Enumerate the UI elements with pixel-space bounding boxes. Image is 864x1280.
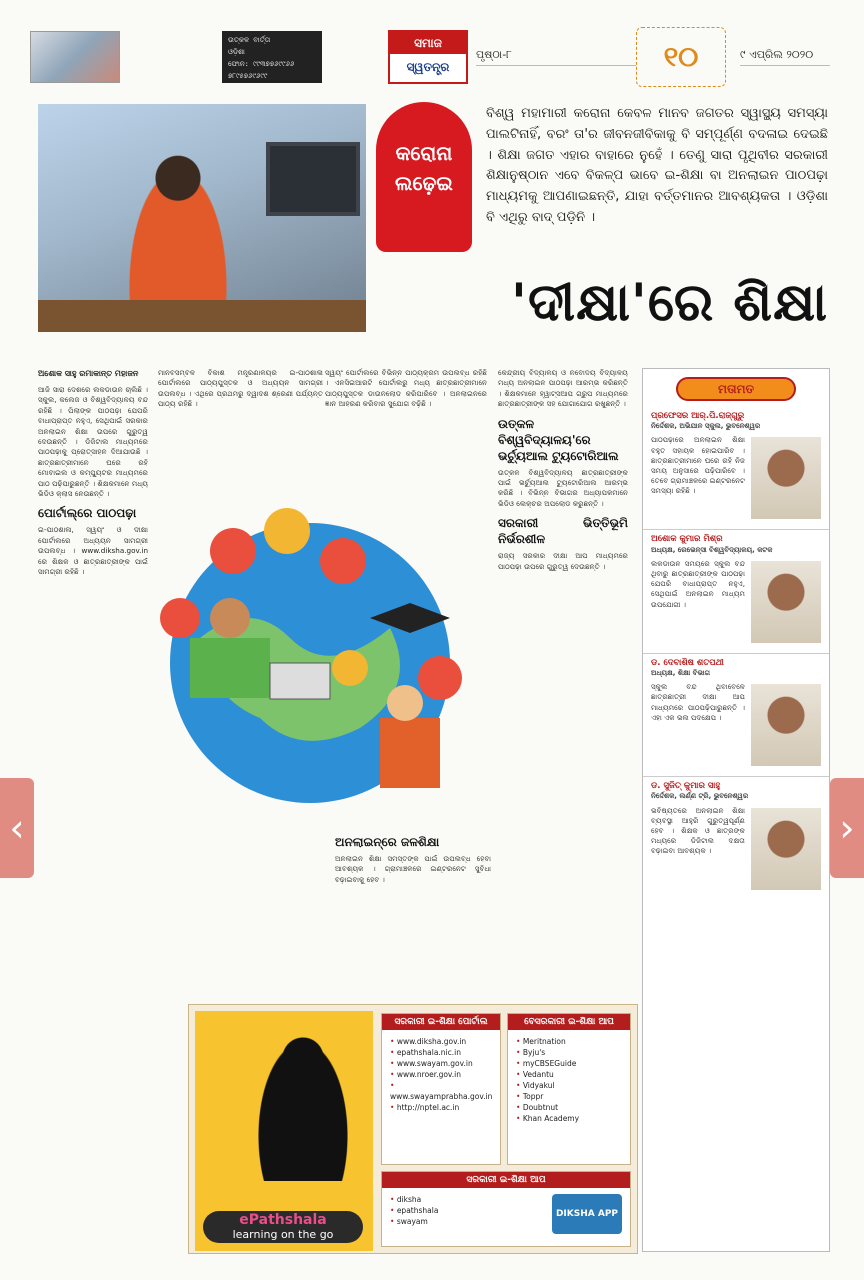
epathshala-tagline: learning on the go — [232, 1228, 334, 1241]
lock-icon — [418, 656, 462, 700]
article-column-3b — [335, 828, 491, 988]
teacher-head — [210, 598, 250, 638]
opinion-item — [643, 530, 829, 653]
author-portrait — [751, 684, 821, 766]
opinion-text: ସ୍କୁଲ ବନ୍ଦ ଥିବାବେଳେ ଛାତ୍ରଛାତ୍ରୀ ଦୀକ୍ଷା ଆପ ମାଧ୍ୟମରେ ପାଠପଢ଼ିପାରୁଛନ୍ତି । ଏହା ଏକ ଭଲ ପଦକ୍ଷେପ । — [651, 682, 745, 722]
prev-page-arrow-icon[interactable]: ‹ — [0, 778, 34, 878]
page-number: ପୃଷ୍ଠା-୮ — [476, 48, 636, 66]
opinion-item — [643, 407, 829, 530]
epathshala-wordmark: ePathshala — [239, 1212, 327, 1228]
student-figure — [380, 718, 440, 788]
govt-portals-box — [381, 1013, 501, 1165]
portal-link[interactable]: • www.nroer.gov.in — [390, 1069, 492, 1080]
corona-thumbnail-image — [30, 31, 120, 83]
issue-date: ୯ ଏପ୍ରିଲ ୨୦୨୦ — [740, 48, 830, 66]
opinion-role: ନିର୍ଦ୍ଦେଶକ, ଲର୍ଣ୍ଣ ଟ୍ରି, ଭୁବନେଶ୍ୱର — [651, 792, 749, 801]
opinion-author: ଡ. ସୁଜିତ୍ କୁମାର ସାହୁ — [651, 781, 721, 792]
govt-apps-list — [382, 1188, 492, 1233]
file-icon — [160, 598, 200, 638]
private-app-item: • Toppr — [516, 1091, 622, 1102]
desk-shape — [38, 300, 366, 332]
epathshala-poster — [195, 1011, 373, 1251]
portal-link[interactable]: • epathshala.nic.in — [390, 1047, 492, 1058]
lightbulb-icon — [332, 650, 368, 686]
govt-app-item: • swayam — [390, 1216, 484, 1227]
epathshala-brand — [203, 1211, 363, 1243]
govt-portals-title: ସରକାରୀ ଇ-ଶିକ୍ଷା ପୋର୍ଟାଲ — [382, 1014, 500, 1030]
article-paragraph: ମାନବସମ୍ବଳ ବିକାଶ ମନ୍ତ୍ରଣାଳୟର ଇ-ପାଠଶାଳା ପୋର୍ଟାଲରେ ପାଠ୍ୟପୁସ୍ତକ ଓ ଅଧ୍ୟୟନ ସାମଗ୍ରୀ ଉପଲବ୍ଧ । ଏଥିରେ ପ୍ରଥମରୁ ଦ୍ୱାଦଶ ଶ୍ରେଣୀ ପର୍ଯ୍ୟନ୍ତ ପାଠ୍ୟ ରହିଛି । — [158, 368, 323, 409]
opinion-text: ପାଠପଢ଼ାରେ ଅନଲାଇନ ଶିକ୍ଷା ବହୁତ ସହାୟକ ହୋଇପାରିବ । ଛାତ୍ରଛାତ୍ରୀମାନେ ଘରେ ରହି ନିଜ ସମୟ ଅନୁସାରେ ପଢ଼ିପାରିବେ । ତେବେ ଗ୍ରାମାଞ୍ଚଳରେ ଇଣ୍ଟରନେଟ ସମସ୍ୟା ରହିଛି । — [651, 435, 745, 496]
private-app-item: • Meritnation — [516, 1036, 622, 1047]
article-paragraph: ଇ-ପାଠଶାଳା, ସ୍ୱୟଂ ଓ ଦୀକ୍ଷା ପୋର୍ଟାଲରେ ଅଧ୍ୟୟନ ସାମଗ୍ରୀ ଉପଲବ୍ଧ । www.diksha.gov.in ରେ ଶିକ୍ଷକ ଓ ଛାତ୍ରଛାତ୍ରୀଙ୍କ ପାଇଁ ସାମଗ୍ରୀ ରହିଛି । — [38, 525, 148, 577]
eshiksha-promo-box — [188, 1004, 638, 1254]
byline: ଅଶୋକ ସାହୁ ରମାକାନ୍ତ ମହାଜନ — [38, 369, 139, 378]
student-computer-photo — [38, 104, 366, 332]
sidebar-title: ମତାମତ — [676, 377, 796, 401]
masthead-logo — [388, 30, 468, 84]
opinion-author: ପ୍ରଫେସର ଆର୍.ପି.ରାଜ୍‌ଗୁରୁ — [651, 411, 745, 421]
article-paragraph: ଅନଲାଇନ ଶିକ୍ଷା ସମସ୍ତଙ୍କ ପାଇଁ ଉପଲବ୍ଧ ହେବା ଆବଶ୍ୟକ । ଗ୍ରାମାଞ୍ଚଳରେ ଇଣ୍ଟରନେଟ ସୁବିଧା ବଢ଼ାଇବାକୁ ହେବ । — [335, 854, 491, 884]
laptop-shape — [270, 663, 330, 699]
subheading-govt-infra: ସରକାରୀ ଭିତ୍ତିଭୂମି ନିର୍ଭରଶୀଳ — [498, 516, 628, 547]
opinion-text: ଭବିଷ୍ୟତରେ ଅନଲାଇନ ଶିକ୍ଷା ବ୍ୟବସ୍ଥା ଆହୁରି ଗୁରୁତ୍ୱପୂର୍ଣ୍ଣ ହେବ । ଶିକ୍ଷକ ଓ ଛାତ୍ରଙ୍କ ମଧ୍ୟରେ ଡିଜିଟାଲ ଦକ୍ଷତା ବଢ଼ାଇବା ଆବଶ୍ୟକ । — [651, 805, 745, 856]
private-apps-list — [508, 1030, 630, 1130]
opinion-role: ନିର୍ଦ୍ଦେଶକ, ଅଭିଯାନ ସ୍କୁଲ, ଭୁବନେଶ୍ୱର — [651, 422, 761, 431]
subheading-virtual-tutorial: ଉତ୍କଳ ବିଶ୍ୱବିଦ୍ୟାଳୟ'ରେ ଭର୍ଚ୍ୟୁଆଲ ଟ୍ୟୁଟୋରିଆଲ — [498, 416, 619, 463]
govt-apps-title: ସରକାରୀ ଇ-ଶିକ୍ଷା ଆପ — [382, 1172, 630, 1188]
online-learning-illustration — [140, 488, 480, 818]
private-app-item: • Vedantu — [516, 1069, 622, 1080]
article-column-2 — [158, 368, 323, 508]
article-column-1 — [38, 368, 148, 1188]
article-paragraph: କେନ୍ଦ୍ରୀୟ ବିଦ୍ୟାଳୟ ଓ ନବୋଦୟ ବିଦ୍ୟାଳୟ ମଧ୍ୟ ଅନଲାଇନ ପାଠପଢ଼ା ଆରମ୍ଭ କରିଛନ୍ତି । ଶିକ୍ଷକମାନେ ହ୍ୱାଟ୍ସଆପ ଗ୍ରୁପ ମାଧ୍ୟମରେ ଛାତ୍ରଛାତ୍ରୀଙ୍କ ସହ ଯୋଗାଯୋଗ ରଖୁଛନ୍ତି । — [498, 368, 628, 409]
monitor-shape — [266, 142, 360, 216]
subheading-portal: ପୋର୍ଟାଲ୍‌ରେ ପାଠପଢ଼ା — [38, 506, 137, 521]
doc-icon — [264, 508, 310, 554]
opinion-author: ଅଶୋକ କୁମାର ମିଶ୍ର — [651, 534, 723, 545]
govt-app-item: • diksha — [390, 1194, 484, 1205]
opinion-sidebar — [642, 368, 830, 1252]
teacher-figure — [190, 638, 270, 698]
private-app-item: • Doubtnut — [516, 1102, 622, 1113]
author-portrait — [751, 437, 821, 519]
private-app-item: • Byju's — [516, 1047, 622, 1058]
article-paragraph: ସ୍ୱୟଂ ପୋର୍ଟାଲରେ ବିଭିନ୍ନ ପାଠ୍ୟକ୍ରମ ଉପଲବ୍ଧ ରହିଛି । ଏନସିଇଆରଟି ପୋର୍ଟାଲରୁ ମଧ୍ୟ ଛାତ୍ରଛାତ୍ରୀମାନେ ପାଠ୍ୟପୁସ୍ତକ ଡାଉନଲୋଡ କରିପାରିବେ । ଅନଲାଇନରେ ଜ୍ଞାନ ଆହରଣ କରିବାର ସୁଯୋଗ ବଢ଼ିଛି । — [325, 368, 487, 409]
author-portrait — [751, 808, 821, 890]
opinion-role: ଅଧ୍ୟକ୍ଷ, ରେଭେନ୍ସା ବିଶ୍ୱବିଦ୍ୟାଳୟ, କଟକ — [651, 545, 773, 554]
portal-link[interactable]: • http://nptel.ac.in — [390, 1102, 492, 1113]
portal-link[interactable]: • www.swayam.gov.in — [390, 1058, 492, 1069]
portal-link[interactable]: • www.diksha.gov.in — [390, 1036, 492, 1047]
opinion-item — [643, 777, 829, 899]
lead-intro: ବିଶ୍ୱ ମହାମାରୀ କରୋନା କେବଳ ମାନବ ଜଗତର ସ୍ୱାସ୍ଥ୍ୟ ସମସ୍ୟା ପାଲଟିନାହିଁ, ବରଂ ତା'ର ଜୀବନଜୀବିକାକୁ ବି ସମ୍ପୂର୍ଣ୍ଣ ବଦଳାଇ ଦେଇଛି । ଶିକ୍ଷା ଜଗତ ଏହାର ବାହାରେ ନୁହେଁ । ତେଣୁ ସାରା ପୃଥିବୀର ସରକାରୀ ଶିକ୍ଷାନୁଷ୍ଠାନ ଏବେ ବିକଳ୍ପ ଭାବେ ଇ-ଶିକ୍ଷା ବା ଅନଲାଇନ ପାଠପଢ଼ା ମାଧ୍ୟମକୁ ଆପଣାଇଛନ୍ତି, ଯାହା ବର୍ତ୍ତମାନର ଆବଶ୍ୟକତା । ଓଡ଼ିଶା ବି ଏଥିରୁ ବାଦ୍ ପଡ଼ିନି । — [486, 106, 828, 225]
masthead-top: ସମାଜ — [390, 32, 466, 54]
building-icon — [210, 528, 256, 574]
opinion-role: ଅଧ୍ୟକ୍ଷ, ଶିକ୍ଷା ବିଭାଗ — [651, 669, 710, 678]
article-paragraph: ରାଜ୍ୟ ସରକାର ଦୀକ୍ଷା ଆପ ମାଧ୍ୟମରେ ପାଠପଢ଼ା ଉପରେ ଗୁରୁତ୍ୱ ଦେଉଛନ୍ତି । — [498, 551, 628, 571]
opinion-author: ଡ. ଦେବାଶିଷ ଶତପଥୀ — [651, 657, 724, 668]
next-page-arrow-icon[interactable]: › — [830, 778, 864, 878]
article-paragraph: ଆଜି ସାରା ଦେଶରେ ଲକଡାଉନ ଚାଲିଛି । ସ୍କୁଲ, କଲେଜ ଓ ବିଶ୍ୱବିଦ୍ୟାଳୟ ବନ୍ଦ ରହିଛି । ପିଲାଙ୍କ ପାଠପଢ଼ା ଯେପରି ବାଧାପ୍ରାପ୍ତ ନହୁଏ, ସେଥିପାଇଁ ସରକାର ଅନଲାଇନ ଶିକ୍ଷା ଉପରେ ଗୁରୁତ୍ୱ ଦେଉଛନ୍ତି । ଡିଜିଟାଲ ମାଧ୍ୟମରେ ପାଠପଢ଼ାକୁ ପ୍ରୋତ୍ସାହନ ଦିଆଯାଉଛି । ଛାତ୍ରଛାତ୍ରୀମାନେ ଘରେ ରହି ମୋବାଇଲ ଓ କମ୍ପ୍ୟୁଟର ମାଧ୍ୟମରେ ପାଠ ପଢ଼ିପାରୁଛନ୍ତି । ଶିକ୍ଷକମାନେ ମଧ୍ୟ ଭିଡିଓ କ୍ଲାସ ନେଉଛନ୍ତି । — [38, 385, 148, 499]
author-portrait — [751, 561, 821, 643]
private-apps-box — [507, 1013, 631, 1165]
article-column-4 — [498, 368, 628, 1038]
opinion-item — [643, 654, 829, 777]
govt-app-item: • epathshala — [390, 1205, 484, 1216]
page-header — [30, 26, 838, 88]
student-head — [387, 685, 423, 721]
institution-icon — [320, 538, 366, 584]
main-headline: 'ଦୀକ୍ଷା'ରେ ଶିକ୍ଷା — [511, 273, 828, 333]
header-ad-block: ଉତ୍କଳ ବାର୍ତ୍ତା ଓଡ଼ିଶା ଫୋନ: ୯୯୩୭୭୬୯୯୬୬ ୭୮୯୫୭୬୯୬୯୯ — [222, 31, 322, 83]
private-app-item: • Khan Academy — [516, 1113, 622, 1124]
private-app-item: • Vidyakul — [516, 1080, 622, 1091]
badge-line-2: ଲଢ଼େଇ — [395, 171, 453, 195]
masthead-bottom: ସ୍ୱତନ୍ତ୍ର — [406, 60, 450, 74]
badge-line-1: କରୋନା — [395, 141, 453, 165]
govt-portals-list — [382, 1030, 500, 1119]
govt-apps-box — [381, 1171, 631, 1247]
subheading-online: ଅନଲାଇନ୍‌ରେ ଜଳଶିକ୍ଷା — [335, 835, 440, 849]
anniversary-logo: ୧୦ — [636, 27, 726, 87]
corona-fight-badge — [376, 102, 472, 252]
reading-girl-silhouette — [253, 1031, 353, 1181]
article-paragraph: ଉତ୍କଳ ବିଶ୍ୱବିଦ୍ୟାଳୟ ଛାତ୍ରଛାତ୍ରୀଙ୍କ ପାଇଁ ଭର୍ଚ୍ୟୁଆଲ ଟ୍ୟୁଟୋରିଆଲ ଆରମ୍ଭ କରିଛି । ବିଭିନ୍ନ ବିଭାଗର ଅଧ୍ୟାପକମାନେ ଭିଡିଓ ଲେକ୍ଚର ଅପଲୋଡ କରୁଛନ୍ତି । — [498, 467, 628, 508]
opinion-text: ଲକଡାଉନ ସମୟରେ ସ୍କୁଲ ବନ୍ଦ ଥିବାରୁ ଛାତ୍ରଛାତ୍ରୀଙ୍କ ପାଠପଢ଼ା ଯେପରି ବାଧାପ୍ରାପ୍ତ ନହୁଏ, ସେଥିପାଇଁ ଅନଲାଇନ ମାଧ୍ୟମ ଉପଯୋଗୀ । — [651, 558, 745, 609]
diksha-app-logo: DIKSHA APP — [552, 1194, 622, 1234]
private-app-item: • myCBSEGuide — [516, 1058, 622, 1069]
private-apps-title: ବେସରକାରୀ ଇ-ଶିକ୍ଷା ଆପ — [508, 1014, 630, 1030]
portal-link[interactable]: • www.swayamprabha.gov.in — [390, 1080, 492, 1102]
